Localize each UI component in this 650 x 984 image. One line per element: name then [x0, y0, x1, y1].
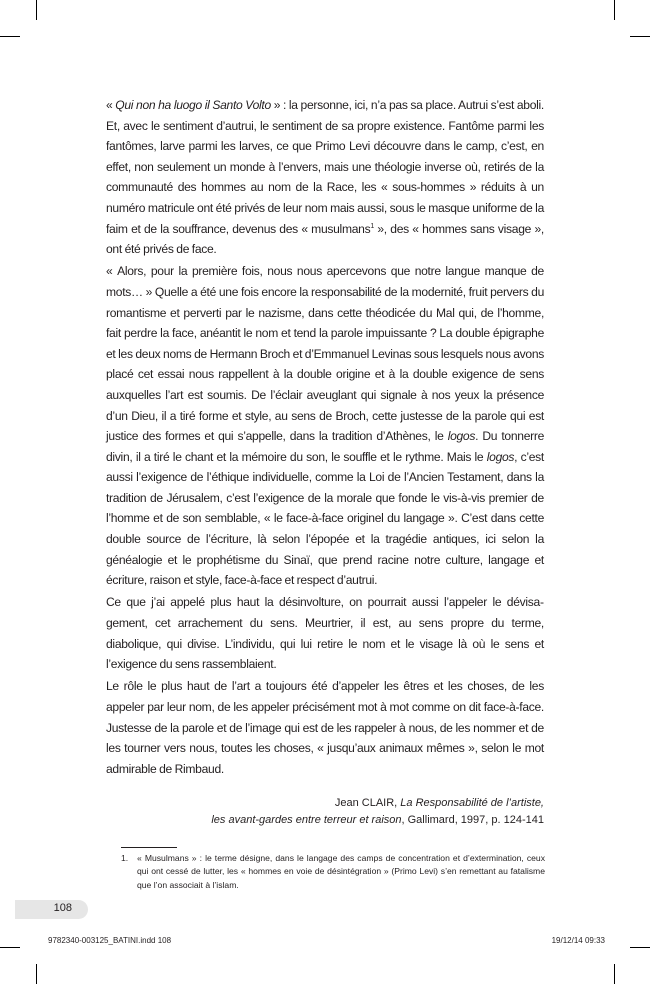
paragraph [106, 261, 544, 591]
slug-line [48, 936, 605, 984]
text-run: . Du tonnerre divin, il a tiré le chant et la mémoire du son, le souffle et le rythme. Mais le [106, 429, 544, 464]
text-run: « [106, 98, 116, 112]
italic-text: logos [447, 429, 476, 444]
paragraph [106, 592, 544, 674]
citation-author: Jean CLAIR, [334, 796, 401, 809]
slug-filename: 9782340-003125_BATINI.indd 108 [48, 936, 172, 946]
slug-date: 19/12/14 09:33 [551, 936, 605, 946]
text-run: « Alors, pour la première fois, nous nous apercevons que notre langue manque de mots… » Quelle a été une fois encore la responsabilité de la modernité, fruit pervers du romantisme et perverti par le nazisme, dans cette théodicée du Mal qui, de l’homme, fait perdre la face, anéantit le nom et tend la parole impuissante ? La double épigraphe et les deux noms de Hermann Broch et d’Emmanuel Levinas sous lesquels nous avons placé cet essai nous rappellent à la double origine et à la double exigence de sens auxquelles l’art est soumis. De l’éclair aveuglant qui signale à nos yeux la présence d’un Dieu, il a tiré forme et style, au sens de Broch, cette justesse de la parole qui est justice des formes et qui s’appelle, dans la tradition d’Athènes, le [106, 264, 545, 444]
text-run: Le rôle le plus haut de l’art a toujours été d’appeler les êtres et les choses, de les appeler par leur nom, de les appeler précisément mot à mot comme on dit face-à-face. Justesse de la parole et de l’image qui est de les rappeler à nous, de les nommer et de les tourner vers nous, toutes les choses, « jusqu’aux animaux mêmes », selon le mot admirable de Rimbaud. [106, 679, 544, 776]
footnote-number: 1. [121, 852, 129, 863]
citation [106, 795, 544, 829]
text-run: Ce que j’ai appelé plus haut la désinvolture, on pourrait aussi l’appeler le dévisagement, cet arrachement du sens. Meurtrier, il est, au sens propre du terme, diabolique, qui divise. L’individu, qui lui retire le nom et le visage là où le sens et l’exigence du sens rassemblaient. [106, 595, 544, 672]
footnote [121, 852, 545, 893]
footnote-text: « Musulmans » : le terme désigne, dans le langage des camps de concentration et d’extermination, ceux qui ont cessé de lutter, les « hommes en voie de désintégration » (Primo Levi) s’en remettant au fatalisme que l’on associait à l’islam. [137, 852, 545, 890]
page-number: 108 [53, 902, 72, 915]
text-run: , c’est aussi l’exigence de l’éthique individuelle, comme la Loi de l’Ancien Testament, dans la tradition de Jérusalem, c’est l’exigence de la morale que fonde le vis-à-vis premier de l’homme et de son semblable, « le face-à-face originel du langage ». C’est dans cette double source de l’écriture, là selon l’épopée et la tragédie antiques, ici selon la généalogie et le prophétisme du Sinaï, que prend racine notre culture, langage et écriture, raison et style, face-à-face et respect d’autrui. [106, 449, 544, 588]
italic-text: logos [486, 449, 515, 464]
paragraph [106, 95, 544, 260]
footnote-rule [121, 847, 177, 848]
text-run: », des « hommes sans visage », ont été privés de face. [106, 221, 544, 257]
italic-text: Qui non ha luogo il Santo Volto [115, 98, 271, 112]
paragraph [106, 676, 544, 779]
text-run: » : la personne, ici, n’a pas sa place. Autrui s’est aboli. Et, avec le sentiment d’autrui, le sentiment de sa propre existence. Fantôme parmi les fantômes, larve parmi les larves, ce que Primo Levi découvre dans le camp, c’est, en effet, non seulement un monde à l’envers, mais une théologie inverse où, retirés de la communauté des hommes au nom de la Race, les « sous-hommes » réduits à un numéro matricule ont été privés de leur nom mais aussi, sous le masque uniforme de la faim et de la souffrance, devenus des « musulmans [106, 98, 544, 236]
footnote-ref: 1 [370, 222, 374, 230]
body-text [106, 95, 544, 781]
spacer [106, 892, 544, 900]
citation-subtitle: les avant-gardes entre terreur et raison [211, 813, 402, 826]
citation-publisher: , Gallimard, 1997, p. 124-141 [401, 813, 544, 826]
citation-title: La Responsabilité de l’artiste, [400, 796, 544, 809]
page-number-tab [15, 900, 88, 919]
